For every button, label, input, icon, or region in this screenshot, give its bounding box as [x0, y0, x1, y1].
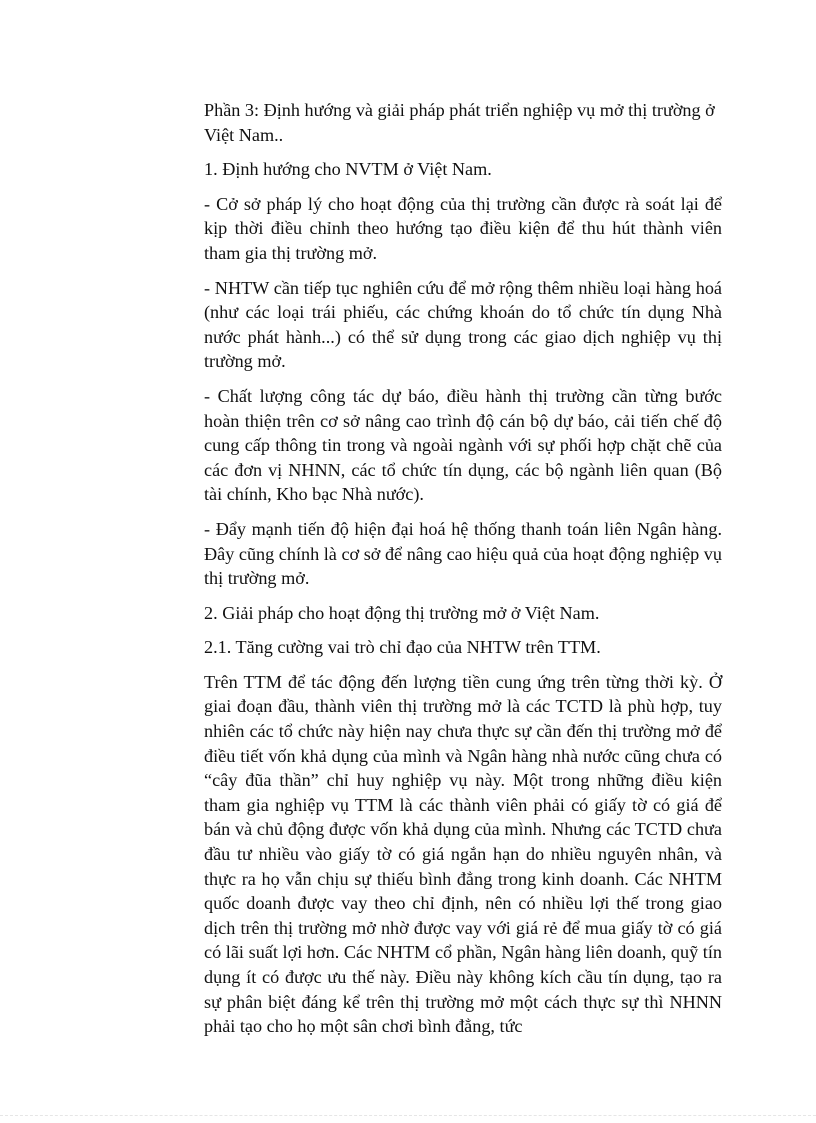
section-1-item: - Đẩy mạnh tiến độ hiện đại hoá hệ thống thanh toán liên Ngân hàng. Đây cũng chính là cơ sở để nâng cao hiệu quả của hoạt động nghiệp vụ thị trường mở. — [204, 518, 722, 589]
section-2-title: 2. Giải pháp cho hoạt động thị trường mở ở Việt Nam. — [204, 602, 600, 623]
section-1-item: - Chất lượng công tác dự báo, điều hành thị trường cần từng bước hoàn thiện trên cơ sở nâng cao trình độ cán bộ dự báo, cải tiến chế độ cung cấp thông tin trong và ngoài ngành với sự phối hợp chặt chẽ của các đơn vị NHNN, các tổ chức tín dụng, các bộ ngành liên quan (Bộ tài chính, Kho bạc Nhà nước). — [204, 385, 722, 505]
section-1-title: 1. Định hướng cho NVTM ở Việt Nam. — [204, 159, 492, 180]
part-heading: Phần 3: Định hướng và giải pháp phát triển nghiệp vụ mở thị trường ở Việt Nam.. — [204, 100, 715, 145]
section-2-1-title: 2.1. Tăng cường vai trò chỉ đạo của NHTW trên TTM. — [204, 637, 601, 658]
section-1-item: - NHTW cần tiếp tục nghiên cứu để mở rộng thêm nhiều loại hàng hoá (như các loại trái phiếu, các chứng khoán do tổ chức tín dụng Nhà nước phát hành...) có thể sử dụng trong các giao dịch nghiệp vụ thị trường mở. — [204, 277, 722, 372]
section-1-item: - Cở sở pháp lý cho hoạt động của thị trường cần được rà soát lại để kịp thời điều chỉnh theo hướng tạo điều kiện để thu hút thành viên tham gia thị trường mở. — [204, 193, 722, 263]
section-2-1-body: Trên TTM để tác động đến lượng tiền cung ứng trên từng thời kỳ. Ở giai đoạn đầu, thành viên thị trường mở là các TCTD là phù hợp, tuy nhiên các tổ chức này hiện nay chưa thực sự cần đến thị trường mở để điều tiết vốn khả dụng của mình và Ngân hàng nhà nước cũng chưa có “cây đũa thần” chỉ huy nghiệp vụ này. Một trong những điều kiện tham gia nghiệp vụ TTM là các thành viên phải có giấy tờ có giá để bán và chủ động được vốn khả dụng của mình. Nhưng các TCTD chưa đầu tư nhiều vào giấy tờ có giá ngắn hạn do nhiều nguyên nhân, và thực ra họ vẫn chịu sự thiếu bình đẳng trong kinh doanh. Các NHTM quốc doanh được vay theo chỉ định, nên có nhiều lợi thế trong giao dịch trên thị trường mở nhờ được vay với giá rẻ để mua giấy tờ có giá có lãi suất lợi hơn. Các NHTM cổ phần, Ngân hàng liên doanh, quỹ tín dụng ít có được ưu thế này. Điều này không kích cầu tín dụng, tạo ra sự phân biệt đáng kể trên thị trường mở một cách thực sự thì NHNN phải tạo cho họ một sân chơi bình đẳng, tức — [204, 671, 722, 1037]
document-body — [204, 98, 722, 1049]
page-bottom-border — [0, 1115, 816, 1116]
